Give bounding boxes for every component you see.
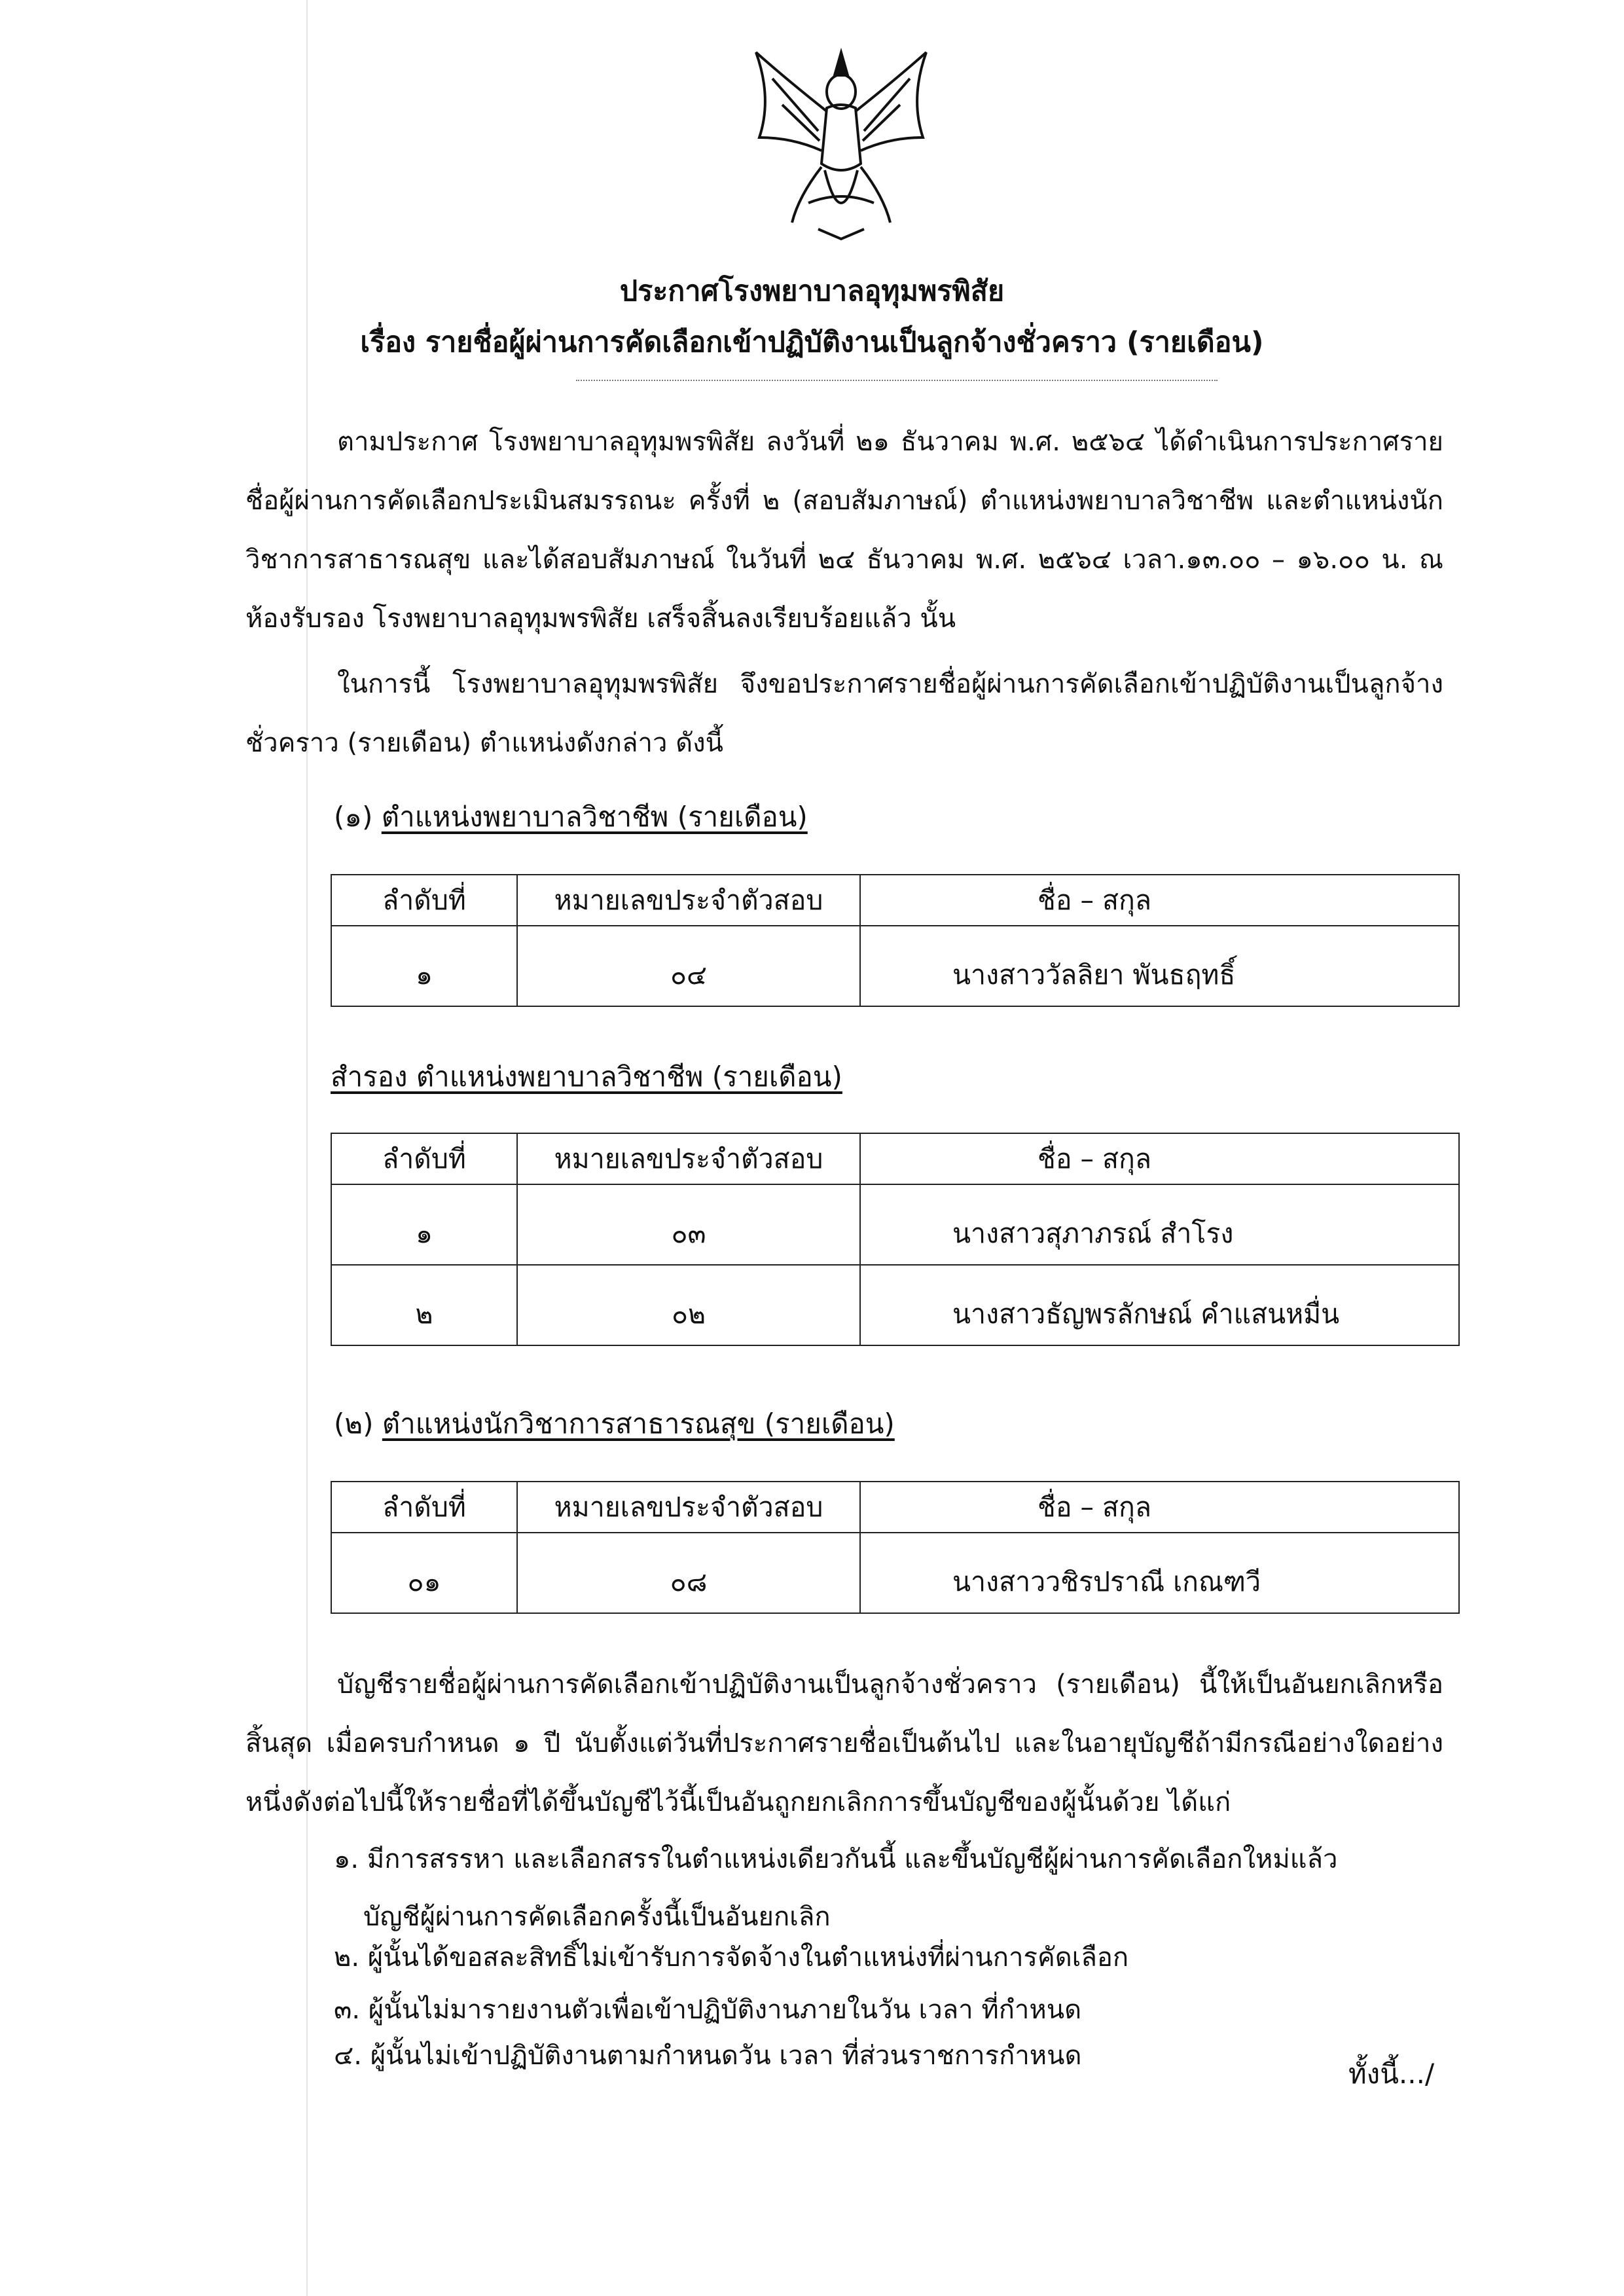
table-row xyxy=(331,1265,1459,1345)
reserve-heading xyxy=(331,1055,842,1099)
column-header-name: ชื่อ – สกุล xyxy=(860,1133,1459,1184)
column-header-order: ลำดับที่ xyxy=(331,875,517,926)
intro-paragraph-2-text: ในการนี้ โรงพยาบาลอุทุมพรพิสัย จึงขอประกาศรายชื่อผู้ผ่านการคัดเลือกเข้าปฏิบัติงานเป็นลูกจ้างชั่วคราว (รายเดือน) ตำแหน่งดังกล่าว ดังนี้ xyxy=(245,669,1443,758)
column-header-exam-no: หมายเลขประจำตัวสอบ xyxy=(517,1133,860,1184)
continuation-note: ทั้งนี้.../ xyxy=(1348,2058,1435,2090)
condition-1: ๑. มีการสรรหา และเลือกสรรในตำแหน่งเดียวกันนี้ และขึ้นบัญชีผู้ผ่านการคัดเลือกใหม่แล้ว xyxy=(334,1844,1338,1874)
list-validity-paragraph xyxy=(245,1655,1443,1832)
table-row xyxy=(331,1533,1459,1613)
column-header-exam-no: หมายเลขประจำตัวสอบ xyxy=(517,875,860,926)
intro-paragraph-1 xyxy=(245,412,1443,648)
intro-paragraph-2 xyxy=(245,655,1443,773)
cell-name: นางสาววัลลิยา พันธฤทธิ์ xyxy=(860,926,1459,1006)
section-2-number: (๒) xyxy=(334,1408,374,1440)
cell-exam-no: ๐๓ xyxy=(517,1184,860,1265)
reserve-table xyxy=(331,1133,1460,1346)
section-1-title: ตำแหน่งพยาบาลวิชาชีพ (รายเดือน) xyxy=(381,801,808,833)
column-header-name: ชื่อ – สกุล xyxy=(860,1482,1459,1533)
condition-2: ๒. ผู้นั้นได้ขอสละสิทธิ์ไม่เข้ารับการจัดจ้างในตำแหน่งที่ผ่านการคัดเลือก xyxy=(334,1942,1129,1973)
cell-exam-no: ๐๘ xyxy=(517,1533,860,1613)
column-header-order: ลำดับที่ xyxy=(331,1133,517,1184)
table-header-row xyxy=(331,1133,1459,1184)
column-header-order: ลำดับที่ xyxy=(331,1482,517,1533)
garuda-emblem-icon xyxy=(746,39,936,242)
announcement-title: ประกาศโรงพยาบาลอุทุมพรพิสัย xyxy=(619,275,1005,308)
cell-order: ๒ xyxy=(331,1265,517,1345)
announcement-subject: เรื่อง รายชื่อผู้ผ่านการคัดเลือกเข้าปฏิบัติงานเป็นลูกจ้างชั่วคราว (รายเดือน) xyxy=(360,326,1264,359)
list-validity-text: บัญชีรายชื่อผู้ผ่านการคัดเลือกเข้าปฏิบัติงานเป็นลูกจ้างชั่วคราว (รายเดือน) นี้ให้เป็นอันยกเลิกหรือสิ้นสุด เมื่อครบกำหนด ๑ ปี นับตั้งแต่วันที่ประกาศรายชื่อเป็นต้นไป และในอายุบัญชีถ้ามีกรณีอย่างใดอย่างหนึ่งดังต่อไปนี้ให้รายชื่อที่ได้ขึ้นบัญชีไว้นี้เป็นอันถูกยกเลิกการขึ้นบัญชีของผู้นั้นด้วย ได้แก่ xyxy=(245,1669,1443,1817)
column-header-exam-no: หมายเลขประจำตัวสอบ xyxy=(517,1482,860,1533)
section-1-table xyxy=(331,874,1460,1007)
condition-4: ๔. ผู้นั้นไม่เข้าปฏิบัติงานตามกำหนดวัน เวลา ที่ส่วนราชการกำหนด xyxy=(334,2041,1082,2071)
section-2-table xyxy=(331,1481,1460,1614)
table-row xyxy=(331,926,1459,1006)
cell-order: ๑ xyxy=(331,1184,517,1265)
cell-exam-no: ๐๔ xyxy=(517,926,860,1006)
cell-order: ๑ xyxy=(331,926,517,1006)
cell-exam-no: ๐๒ xyxy=(517,1265,860,1345)
cell-order: ๐๑ xyxy=(331,1533,517,1613)
intro-paragraph-1-text: ตามประกาศ โรงพยาบาลอุทุมพรพิสัย ลงวันที่ ๒๑ ธันวาคม พ.ศ. ๒๕๖๔ ได้ดำเนินการประกาศรายชื่อผู้ผ่านการคัดเลือกประเมินสมรรถนะ ครั้งที่ ๒ (สอบสัมภาษณ์) ตำแหน่งพยาบาลวิชาชีพ และตำแหน่งนักวิชาการสาธารณสุข และได้สอบสัมภาษณ์ ในวันที่ ๒๔ ธันวาคม พ.ศ. ๒๕๖๔ เวลา.๑๓.๐๐ – ๑๖.๐๐ น. ณ ห้องรับรอง โรงพยาบาลอุทุมพรพิสัย เสร็จสิ้นลงเรียบร้อยแล้ว นั้น xyxy=(245,427,1443,634)
cell-name: นางสาวธัญพรลักษณ์ คำแสนหมื่น xyxy=(860,1265,1459,1345)
column-header-name: ชื่อ – สกุล xyxy=(860,875,1459,926)
condition-1-continued: บัญชีผู้ผ่านการคัดเลือกครั้งนี้เป็นอันยกเลิก xyxy=(363,1902,831,1932)
table-header-row xyxy=(331,1482,1459,1533)
reserve-title: สำรอง ตำแหน่งพยาบาลวิชาชีพ (รายเดือน) xyxy=(331,1061,842,1093)
section-1-heading xyxy=(334,795,808,839)
table-row xyxy=(331,1184,1459,1265)
table-header-row xyxy=(331,875,1459,926)
section-2-title: ตำแหน่งนักวิชาการสาธารณสุข (รายเดือน) xyxy=(382,1408,895,1440)
section-1-number: (๑) xyxy=(334,801,373,833)
section-2-heading xyxy=(334,1402,895,1446)
condition-3: ๓. ผู้นั้นไม่มารายงานตัวเพื่อเข้าปฏิบัติงานภายในวัน เวลา ที่กำหนด xyxy=(334,1995,1082,2025)
cell-name: นางสาวสุภาภรณ์ สำโรง xyxy=(860,1184,1459,1265)
title-divider xyxy=(576,380,1218,381)
cell-name: นางสาววชิรปราณี เกณฑวี xyxy=(860,1533,1459,1613)
